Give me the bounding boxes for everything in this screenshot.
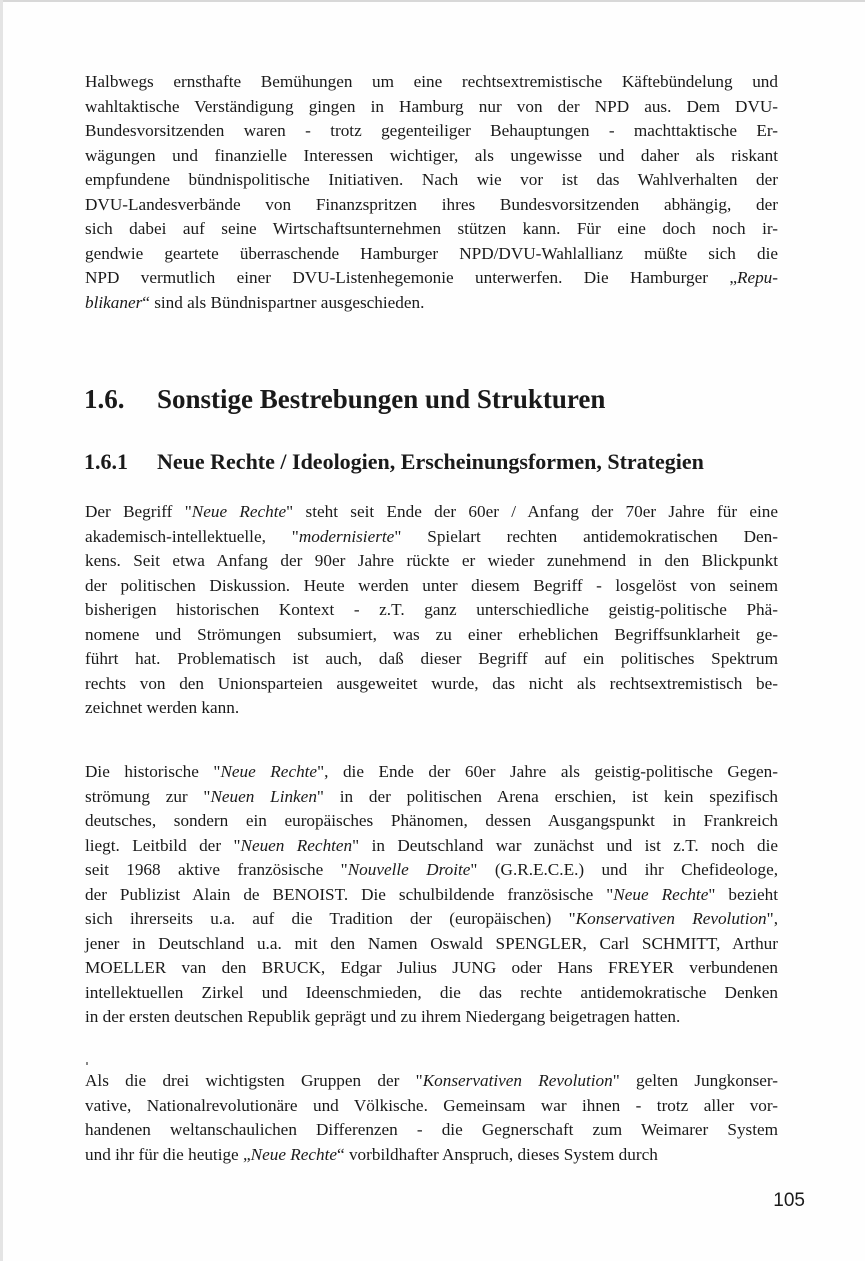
text-line: gendwie geartete überraschende Hamburger NPD/DVU-Wahlallianz müßte sich die [85,243,778,263]
subsection-number: 1.6.1 [84,449,128,474]
text-line: blikaner“ sind als Bündnispartner ausgeschieden. [85,292,425,312]
text-line: Die historische "Neue Rechte", die Ende der 60er Jahre als geistig-politische Gegen- [85,762,778,781]
paragraph-begriff-neue-rechte [85,500,778,721]
text-line: Als die drei wichtigsten Gruppen der "Konservativen Revolution" gelten Jungkonser- [85,1071,778,1090]
text-line: seit 1968 aktive französische "Nouvelle Droite" (G.R.E.C.E.) und ihr Chefideologe, [85,860,778,879]
text-line: wägungen und finanzielle Interessen wichtiger, als ungewisse und daher als riskant [85,145,778,165]
text-line: NPD vermutlich einer DVU-Listenhegemonie unterwerfen. Die Hamburger „Repu- [85,268,778,287]
page-number: 105 [773,1190,805,1211]
text-line: liegt. Leitbild der "Neuen Rechten" in Deutschland war zunächst und ist z.T. noch die [85,835,778,855]
page-top-edge [0,0,865,2]
section-number: 1.6. [84,384,125,414]
text-line: vative, Nationalrevolutionäre und Völkische. Gemeinsam war ihnen - trotz aller vor- [85,1095,778,1115]
text-line: kens. Seit etwa Anfang der 90er Jahre rückte er wieder zunehmend in den Blickpunkt [85,551,778,570]
text-line: in der ersten deutschen Republik geprägt und zu ihrem Niedergang beigetragen hatten. [85,1007,681,1026]
section-heading [84,382,605,416]
text-line: zeichnet werden kann. [85,698,240,717]
text-line: handenen weltanschaulichen Differenzen - die Gegnerschaft zum Weimarer System [85,1120,778,1139]
paragraph-konservative-revolution [85,1069,778,1167]
paragraph-dvu-npd [85,70,778,315]
text-line: nomene und Strömungen subsumiert, was zu einer erheblichen Begriffsunklarheit ge- [85,624,778,644]
text-line: und ihr für die heutige „Neue Rechte“ vorbildhafter Anspruch, dieses System durch [85,1144,658,1164]
text-line: wahltaktische Verständigung gingen in Hamburg nur von der NPD aus. Dem DVU- [85,96,778,116]
scan-mark [86,1062,88,1065]
text-line: Der Begriff "Neue Rechte" steht seit Ende der 60er / Anfang der 70er Jahre für eine [85,502,778,521]
text-line: MOELLER van den BRUCK, Edgar Julius JUNG oder Hans FREYER verbundenen [85,958,778,977]
section-title: Sonstige Bestrebungen und Strukturen [157,384,606,414]
text-line: intellektuellen Zirkel und Ideenschmieden, die das rechte antidemokratische Denken [85,982,778,1002]
text-line: jener in Deutschland u.a. mit den Namen Oswald SPENGLER, Carl SCHMITT, Arthur [85,933,778,953]
paragraph-historische-neue-rechte [85,760,778,1030]
text-line: der politischen Diskussion. Heute werden unter diesem Begriff - losgelöst von seinem [85,575,778,595]
text-line: Halbwegs ernsthafte Bemühungen um eine rechtsextremistische Käftebündelung und [85,72,778,91]
text-line: der Publizist Alain de BENOIST. Die schulbildende französische "Neue Rechte" bezieht [85,884,778,904]
text-line: sich dabei auf seine Wirtschaftsunternehmen stützen kann. Für eine doch noch ir- [85,219,778,238]
text-line: führt hat. Problematisch ist auch, daß dieser Begriff auf ein politisches Spektrum [85,649,778,668]
text-line: Bundesvorsitzenden waren - trotz gegenteiliger Behauptungen - machttaktische Er- [85,121,778,140]
page-left-edge [0,0,3,1261]
text-line: strömung zur "Neuen Linken" in der politischen Arena erschien, ist kein spezifisch [85,786,778,806]
subsection-title: Neue Rechte / Ideologien, Erscheinungsformen, Strategien [157,449,704,474]
text-line: akademisch-intellektuelle, "modernisierte" Spielart rechten antidemokratischen Den- [85,526,778,546]
text-line: rechts von den Unionsparteien ausgeweitet wurde, das nicht als rechtsextremistisch be- [85,673,778,693]
text-line: deutsches, sondern ein europäisches Phänomen, dessen Ausgangspunkt in Frankreich [85,811,778,830]
text-line: empfundene bündnispolitische Initiativen. Nach wie vor ist das Wahlverhalten der [85,170,778,189]
text-line: DVU-Landesverbände von Finanzspritzen ihres Bundesvorsitzenden abhängig, der [85,194,778,214]
text-line: bisherigen historischen Kontext - z.T. ganz unterschiedliche geistig-politische Phä- [85,600,778,619]
text-line: sich ihrerseits u.a. auf die Tradition der (europäischen) "Konservativen Revolution", [85,909,778,928]
subsection-heading [84,447,704,477]
